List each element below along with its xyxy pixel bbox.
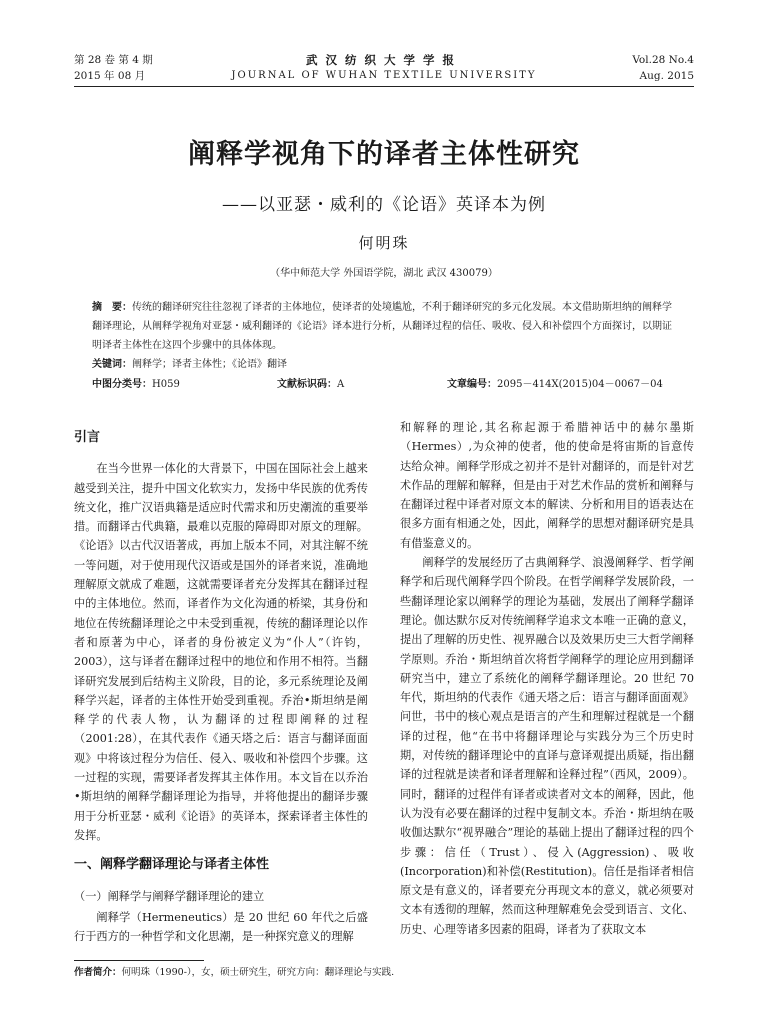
abstract: [92, 298, 676, 355]
author-footnote: [74, 964, 694, 978]
clc-value: H059: [152, 379, 180, 390]
clc-number: [92, 375, 180, 390]
footnote-text: 何明珠（1990-），女，硕士研究生，研究方向：翻译理论与实践.: [121, 967, 395, 978]
subsection-heading-1-1: （一）阐释学与阐释学翻译理论的建立: [74, 889, 265, 903]
journal-name-cn: 武汉纺织大学学报: [306, 53, 462, 67]
header-center: [74, 52, 694, 84]
art-label: 文章编号：: [447, 379, 497, 390]
journal-header: [74, 52, 694, 87]
keywords: [92, 355, 676, 374]
journal-name-en: JOURNAL OF WUHAN TEXTILE UNIVERSITY: [231, 70, 537, 81]
author-name: 何明珠: [358, 234, 410, 252]
paper-title: 阐释学视角下的译者主体性研究: [188, 139, 580, 170]
paper-subtitle: ——以亚瑟・威利的《论语》英译本为例: [222, 195, 546, 215]
footnote-rule: [74, 960, 204, 961]
article-number: [447, 375, 663, 390]
header-right: [632, 52, 694, 84]
continued-paragraph: 和解释的理论,其名称起源于希腊神话中的赫尔墨斯（Hermes）,为众神的使者，他的使命是将宙斯的旨意传达给众神。阐释学形成之初并不是针对翻译的，而是针对艺术作品的理解和解释，但是由于对艺术作品的赏析和阐释与在翻译过程中译者对原文本的解读、分析和用目的语表达在很多方面有相通之处，因此，阐释学的思想对翻译研究是具有借鉴意义的。: [400, 421, 694, 550]
section-heading-intro: 引言: [74, 430, 101, 445]
abstract-text: 传统的翻译研究往往忽视了译者的主体地位，使译者的处境尴尬，不利于翻译研究的多元化发展。本文借助斯坦纳的阐释学翻译理论，从阐释学视角对亚瑟・威利翻译的《论语》译本进行分析，从翻译过程的信任、吸收、侵入和补偿四个方面探讨，以期证明译者主体性在这四个步骤中的具体体现。: [92, 302, 672, 351]
keywords-label: 关键词：: [92, 359, 132, 370]
art-value: 2095－414X(2015)04－0067－04: [497, 379, 663, 390]
abstract-block: [92, 298, 676, 374]
clc-label: 中图分类号：: [92, 379, 152, 390]
intro-paragraph: 在当今世界一体化的大背景下，中国在国际社会上越来越受到关注，提升中国文化软实力，发扬中华民族的优秀传统文化，推广汉语典籍是适应时代需求和历史潮流的重要举措。而翻译古代典籍，最难以克服的障碍即对原文的理解。《论语》以古代汉语著成，再加上版本不同，对其注解不统一等问题，对于使用现代汉语或是国外的译者来说，准确地理解原文就成了难题，这就需要译者充分发挥其在翻译过程中的主体地位。然而，译者作为文化沟通的桥梁，其身份和地位在传统翻译理论之中未受到重视，传统的翻译理论以作者和原著为中心，译者的身份被定义为“仆人”（许钧，2003），这与译者在翻译过程中的地位和作用不相符。当翻译研究发展到后结构主义阶段，目的论，多元系统理论及阐释学兴起，译者的主体性开始受到重视。乔治•斯坦纳是阐释学的代表人物，认为翻译的过程即阐释的过程（2001:28），在其代表作《通天塔之后：语言与翻译面面观》中将该过程分为信任、侵入、吸收和补偿四个步骤。这一过程的实现，需要译者发挥其主体作用。本文旨在以乔治•斯坦纳的阐释学翻译理论为指导，并将他提出的翻译步骤用于分析亚瑟・威利《论语》的英译本，探索译者主体性的发挥。: [74, 462, 368, 842]
hermeneutics-paragraph: 阐释学（Hermeneutics）是 20 世纪 60 年代之后盛行于西方的一种哲学和文化思潮，是一种探究意义的理解: [74, 910, 368, 944]
footnote-label: 作者简介：: [74, 967, 122, 978]
issue-date-en: Aug. 2015: [639, 70, 694, 82]
volume-issue: 第 28 卷 第 4 期: [74, 54, 153, 66]
right-column: [400, 418, 694, 939]
volume-issue-en: Vol.28 No.4: [632, 54, 694, 66]
keywords-text: 阐释学；译者主体性；《论语》翻译: [132, 359, 287, 370]
section-heading-1: 一、阐释学翻译理论与译者主体性: [74, 857, 270, 873]
doc-value: A: [337, 379, 345, 390]
doc-label: 文献标识码：: [277, 379, 337, 390]
development-paragraph: 阐释学的发展经历了古典阐释学、浪漫阐释学、哲学阐释学和后现代阐释学四个阶段。在哲学阐释学发展阶段，一些翻译理论家以阐释学的理论为基础，发展出了阐释学翻译理论。伽达默尔反对传统阐释学追求文本唯一正确的意义，提出了理解的历史性、视界融合以及效果历史三大哲学阐释学原则。乔治・斯坦纳首次将哲学阐释学的理论应用到翻译研究当中，建立了系统化的阐释学翻译理论。20 世纪 70 年代，斯坦纳的代表作《通天塔之后：语言与翻译面面观》问世，书中的核心观点是语言的产生和理解过程就是一个翻译的过程，他“在书中将翻译理论与实践分为三个历史时期，对传统的翻译理论中的直译与意译观提出质疑，指出翻译的过程就是读者和译者理解和诠释过程”（西风，2009）。同时，翻译的过程伴有译者或读者对文本的阐释，因此，他认为没有必要在翻译的过程中复制文本。乔治・斯坦纳在吸收伽达默尔“视界融合”理论的基础上提出了翻译过程的四个步骤：信任（Trust）、侵入(Aggression)、吸收(Incorporation)和补偿(Restitution)。信任是指译者相信原文是有意义的，译者要充分再现文本的意义，就必须要对文本有透彻的理解，然而这种理解难免会受到语言、文化、历史、心理等诸多因素的阻碍，译者为了获取文本: [400, 556, 694, 936]
left-column: [74, 418, 368, 946]
doc-code: [277, 375, 344, 390]
abstract-label: 摘 要：: [92, 302, 132, 313]
author-affiliation: （华中师范大学 外国语学院，湖北 武汉 430079）: [270, 268, 498, 279]
issue-date: 2015 年 08 月: [74, 70, 146, 82]
